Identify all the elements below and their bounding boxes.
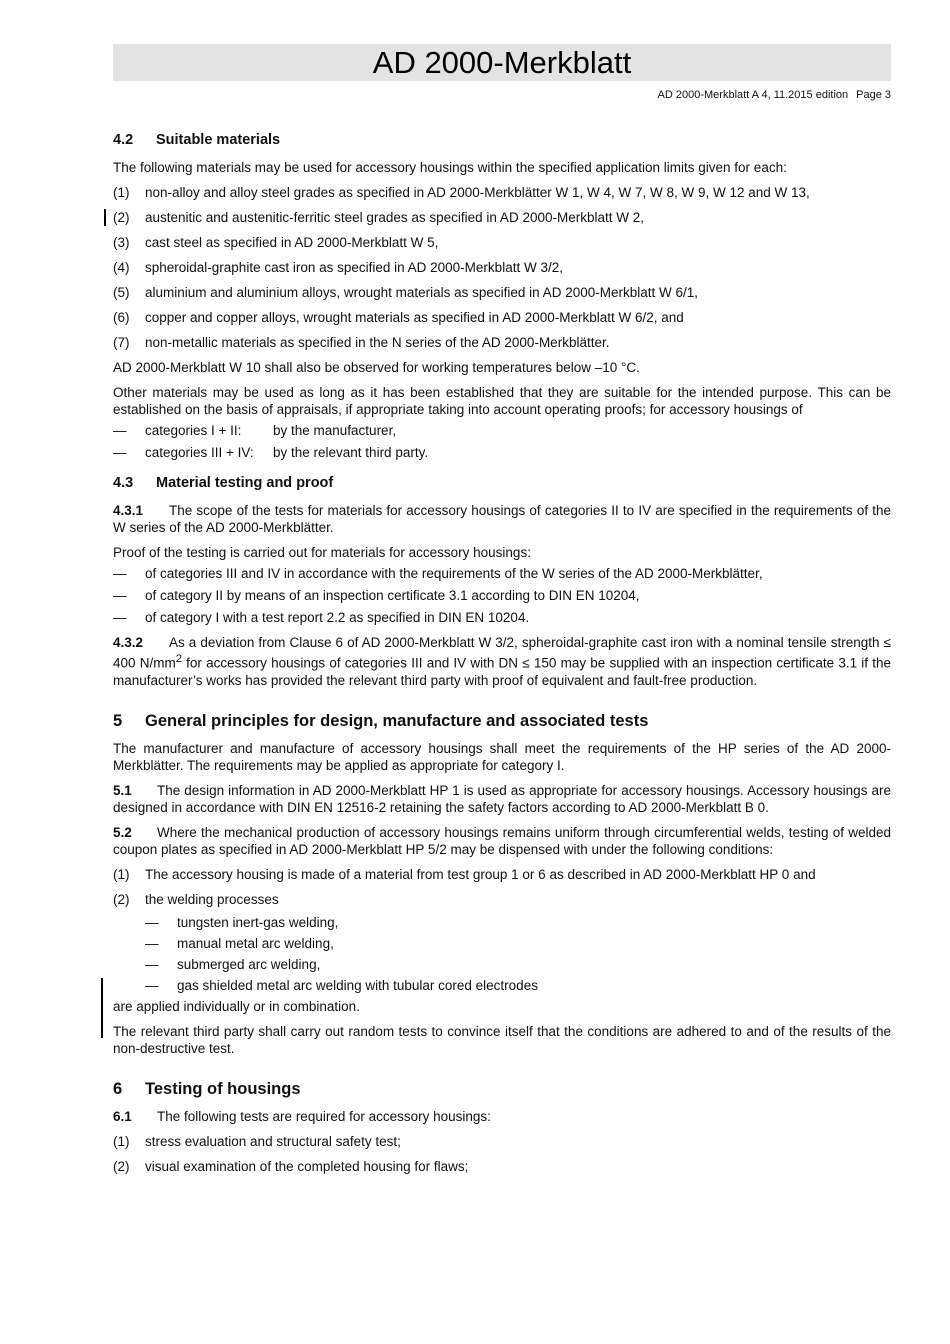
list-text: of category I with a test report 2.2 as specified in DIN EN 10204. [145, 610, 530, 625]
clause-number: 4.3.2 [113, 635, 144, 650]
list-marker: (2) [113, 891, 130, 907]
dash-marker: — [113, 445, 127, 460]
list-marker: (3) [113, 235, 130, 250]
list-text: The accessory housing is made of a material from test group 1 or 6 as described in AD 2000-Merkblatt HP 0 and [145, 866, 816, 882]
materials-list [113, 184, 891, 351]
section-4-3-heading [113, 475, 891, 492]
paragraph: AD 2000-Merkblatt W 10 shall also be observed for working temperatures below –10 °C. [113, 360, 640, 375]
welding-process-list [145, 914, 891, 994]
list-marker: (1) [113, 1133, 130, 1149]
dash-marker: — [113, 566, 127, 581]
list-text: tungsten inert-gas welding, [177, 914, 339, 930]
list-marker: (5) [113, 285, 130, 300]
page-header-info [658, 89, 891, 101]
list-text: gas shielded metal arc welding with tubular cored electrodes [177, 977, 538, 993]
clause-text: The design information in AD 2000-Merkblatt HP 1 is used as appropriate for accessory housings. Accessory housings are designed in accordance with DIN EN 12516-2 retaining the safety factors according to AD 2000-Merkblatt B 0. [113, 782, 891, 815]
page-number: Page 3 [856, 89, 891, 101]
section-title: General principles for design, manufacture and associated tests [145, 711, 649, 730]
responsible-party: by the manufacturer, [273, 423, 397, 438]
section-6-heading [113, 1081, 891, 1098]
paragraph-5-2 [113, 824, 891, 858]
list-text: copper and copper alloys, wrought materials as specified in AD 2000-Merkblatt W 6/2, and [145, 310, 684, 325]
clause-number: 6.1 [113, 1108, 132, 1124]
document-title-banner: AD 2000-Merkblatt [113, 44, 891, 81]
dash-marker: — [145, 935, 159, 951]
document-body [113, 130, 891, 1183]
section-title: Suitable materials [156, 132, 281, 148]
conditions-list [113, 866, 891, 994]
list-item [113, 1158, 891, 1175]
paragraph: The following materials may be used for accessory housings within the specified application limits given for each: [113, 160, 787, 175]
list-item [113, 334, 891, 351]
dash-marker: — [113, 423, 127, 438]
clause-number: 4.3.1 [113, 503, 144, 518]
clause-text: As a deviation from Clause 6 of AD 2000-Merkblatt W 3/2, spheroidal-graphite cast iron with a nominal tensile strength ≤ 400 N/mm [113, 635, 891, 671]
paragraph: Proof of the testing is carried out for materials for accessory housings: [113, 545, 531, 560]
paragraph: The relevant third party shall carry out random tests to convince itself that the conditions are adhered to and of the results of the non-destructive test. [113, 1023, 891, 1056]
list-item [113, 587, 891, 604]
list-marker: (1) [113, 185, 130, 200]
dash-marker: — [113, 610, 127, 625]
paragraph-4-3-2 [113, 634, 891, 689]
change-bar-item-2 [104, 209, 106, 226]
section-number: 4.2 [113, 132, 134, 148]
list-marker: (6) [113, 310, 130, 325]
list-text: non-metallic materials as specified in the N series of the AD 2000-Merkblätter. [145, 335, 610, 350]
list-item [113, 284, 891, 301]
paragraph: are applied individually or in combination. [113, 998, 360, 1014]
tests-list [113, 1133, 891, 1175]
clause-text-cont: for accessory housings of categories III and IV with DN ≤ 150 may be supplied with an inspection certificate 3.1 if the manufacturer’s works has provided the relevant third party with proof of equivalent and fault-free production. [113, 655, 891, 688]
paragraph-5-1 [113, 782, 891, 816]
list-item [113, 422, 891, 439]
section-number: 4.3 [113, 475, 134, 491]
list-item [113, 234, 891, 251]
clause-number: 5.1 [113, 782, 132, 798]
list-item [145, 914, 891, 931]
section-title: Testing of housings [145, 1079, 301, 1098]
paragraph-6-1 [113, 1108, 891, 1125]
clause-text: The scope of the tests for materials for accessory housings of categories II to IV are specified in the requirements of the W series of the AD 2000-Merkblätter. [113, 503, 891, 535]
list-item [113, 259, 891, 276]
list-text: non-alloy and alloy steel grades as specified in AD 2000-Merkblätter W 1, W 4, W 7, W 8, W 9, W 12 and W 13, [145, 185, 810, 200]
list-item [145, 935, 891, 952]
list-item [113, 209, 891, 226]
responsible-party: by the relevant third party. [273, 445, 429, 460]
list-item [113, 891, 891, 994]
list-item [145, 977, 891, 994]
list-text: submerged arc welding, [177, 956, 321, 972]
list-item [145, 956, 891, 973]
list-text: cast steel as specified in AD 2000-Merkblatt W 5, [145, 235, 439, 250]
list-text: visual examination of the completed housing for flaws; [145, 1158, 469, 1174]
paragraph-4-3-1 [113, 502, 891, 536]
dash-marker: — [145, 977, 159, 993]
list-marker: (2) [113, 1158, 130, 1174]
dash-marker: — [145, 956, 159, 972]
section-title: Material testing and proof [156, 475, 334, 491]
edition-label: AD 2000-Merkblatt A 4, 11.2015 edition [657, 89, 849, 101]
list-item [113, 184, 891, 201]
list-marker: (7) [113, 335, 130, 350]
category-list [113, 422, 891, 461]
superscript: 2 [175, 653, 182, 665]
paragraph: Other materials may be used as long as it has been established that they are suitable for the intended purpose. This can be established on the basis of appraisals, if appropriate taking into account operating proofs; for accessory housings of [113, 385, 891, 417]
list-marker: (2) [113, 210, 130, 225]
list-item [113, 1133, 891, 1150]
list-item [113, 866, 891, 883]
list-text: spheroidal-graphite cast iron as specified in AD 2000-Merkblatt W 3/2, [145, 260, 563, 275]
change-bar-welding-list [101, 978, 103, 1038]
list-item [113, 309, 891, 326]
list-item [113, 609, 891, 626]
list-text: manual metal arc welding, [177, 935, 334, 951]
section-5-heading [113, 713, 891, 730]
list-item [113, 565, 891, 582]
dash-marker: — [145, 914, 159, 930]
section-4-2-heading [113, 132, 891, 149]
list-item [113, 444, 891, 461]
category-label: categories I + II: [145, 423, 242, 438]
list-text: aluminium and aluminium alloys, wrought materials as specified in AD 2000-Merkblatt W 6/1, [145, 285, 698, 300]
list-text: stress evaluation and structural safety test; [145, 1133, 401, 1149]
clause-text: Where the mechanical production of accessory housings remains uniform through circumferential welds, testing of welded coupon plates as specified in AD 2000-Merkblatt HP 5/2 may be dispensed with under the following conditions: [113, 824, 891, 857]
clause-text: The following tests are required for accessory housings: [157, 1108, 491, 1124]
section-number: 5 [113, 711, 123, 730]
list-text: the welding processes [145, 891, 279, 907]
proof-list [113, 565, 891, 626]
clause-number: 5.2 [113, 824, 132, 840]
section-number: 6 [113, 1079, 123, 1098]
list-text: austenitic and austenitic-ferritic steel grades as specified in AD 2000-Merkblatt W 2, [145, 210, 644, 225]
list-marker: (4) [113, 260, 130, 275]
list-marker: (1) [113, 866, 130, 882]
category-label: categories III + IV: [145, 445, 254, 460]
list-text: of category II by means of an inspection certificate 3.1 according to DIN EN 10204, [145, 588, 640, 603]
paragraph: The manufacturer and manufacture of accessory housings shall meet the requirements of the HP series of the AD 2000-Merkblätter. The requirements may be applied as appropriate for category I. [113, 740, 891, 773]
list-text: of categories III and IV in accordance with the requirements of the W series of the AD 2000-Merkblätter, [145, 566, 763, 581]
dash-marker: — [113, 588, 127, 603]
